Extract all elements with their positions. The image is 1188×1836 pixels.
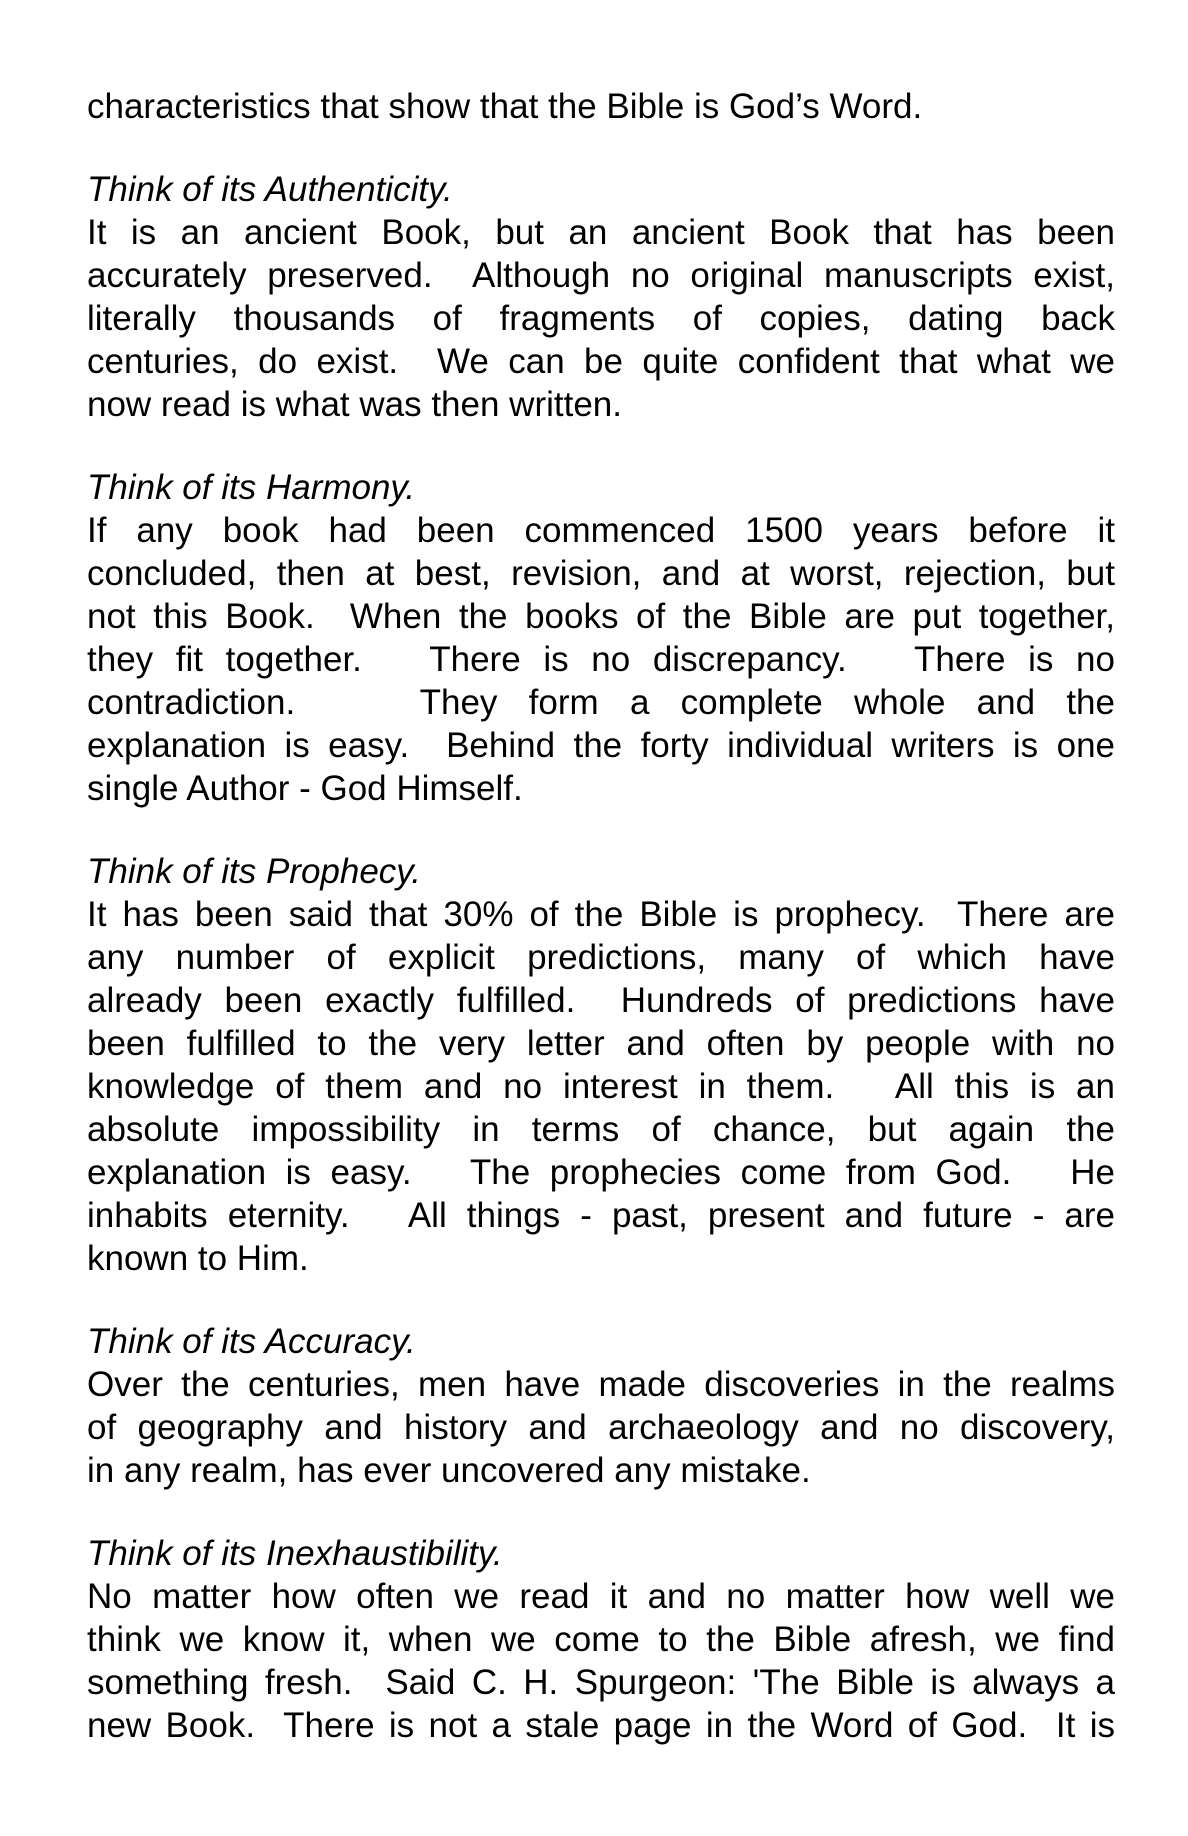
text-line: explanation is easy. The prophecies come from God. He [87, 1153, 1115, 1192]
text-line: absolute impossibility in terms of chance, but again the [87, 1110, 1115, 1149]
section-authenticity [87, 168, 1115, 426]
text-line: now read is what was then written. [87, 385, 622, 424]
text-line: in any realm, has ever uncovered any mistake. [87, 1451, 811, 1490]
text-line: of geography and history and archaeology and no discovery, [87, 1408, 1115, 1447]
section-heading: Think of its Harmony. [87, 468, 416, 507]
text-line: explanation is easy. Behind the forty individual writers is one [87, 726, 1115, 765]
text-line: known to Him. [87, 1239, 309, 1278]
text-line: been fulfilled to the very letter and often by people with no [87, 1024, 1115, 1063]
text-line: concluded, then at best, revision, and at worst, rejection, but [87, 554, 1115, 593]
text-line: literally thousands of fragments of copies, dating back [87, 299, 1115, 338]
text-line: accurately preserved. Although no original manuscripts exist, [87, 256, 1115, 295]
continuation-line: characteristics that show that the Bible is God’s Word. [87, 87, 923, 126]
section-heading: Think of its Prophecy. [87, 852, 421, 891]
section-paragraph [87, 211, 1115, 426]
section-paragraph [87, 1575, 1115, 1747]
text-line: already been exactly fulfilled. Hundreds of predictions have [87, 981, 1115, 1020]
section-accuracy [87, 1320, 1115, 1492]
text-line: something fresh. Said C. H. Spurgeon: 'The Bible is always a [87, 1663, 1115, 1702]
section-heading: Think of its Authenticity. [87, 170, 453, 209]
text-line: centuries, do exist. We can be quite confident that what we [87, 342, 1115, 381]
section-paragraph [87, 509, 1115, 810]
text-line: not this Book. When the books of the Bible are put together, [87, 597, 1115, 636]
text-line: contradiction. They form a complete whole and the [87, 683, 1115, 722]
text-line: It is an ancient Book, but an ancient Book that has been [87, 213, 1115, 252]
text-line: think we know it, when we come to the Bible afresh, we find [87, 1620, 1115, 1659]
section-inexhaustibility [87, 1532, 1115, 1747]
section-heading: Think of its Inexhaustibility. [87, 1534, 503, 1573]
text-line: It has been said that 30% of the Bible is prophecy. There are [87, 895, 1115, 934]
section-paragraph [87, 893, 1115, 1280]
section-paragraph [87, 1363, 1115, 1492]
text-line: they fit together. There is no discrepancy. There is no [87, 640, 1115, 679]
text-line: inhabits eternity. All things - past, present and future - are [87, 1196, 1115, 1235]
text-line: any number of explicit predictions, many of which have [87, 938, 1115, 977]
text-line: new Book. There is not a stale page in the Word of God. It is [87, 1706, 1115, 1745]
section-heading: Think of its Accuracy. [87, 1322, 416, 1361]
section-harmony [87, 466, 1115, 810]
text-line: Over the centuries, men have made discoveries in the realms [87, 1365, 1115, 1404]
text-line: No matter how often we read it and no matter how well we [87, 1577, 1115, 1616]
text-line: If any book had been commenced 1500 years before it [87, 511, 1115, 550]
section-prophecy [87, 850, 1115, 1280]
text-line: single Author - God Himself. [87, 769, 523, 808]
text-line: knowledge of them and no interest in them. All this is an [87, 1067, 1115, 1106]
